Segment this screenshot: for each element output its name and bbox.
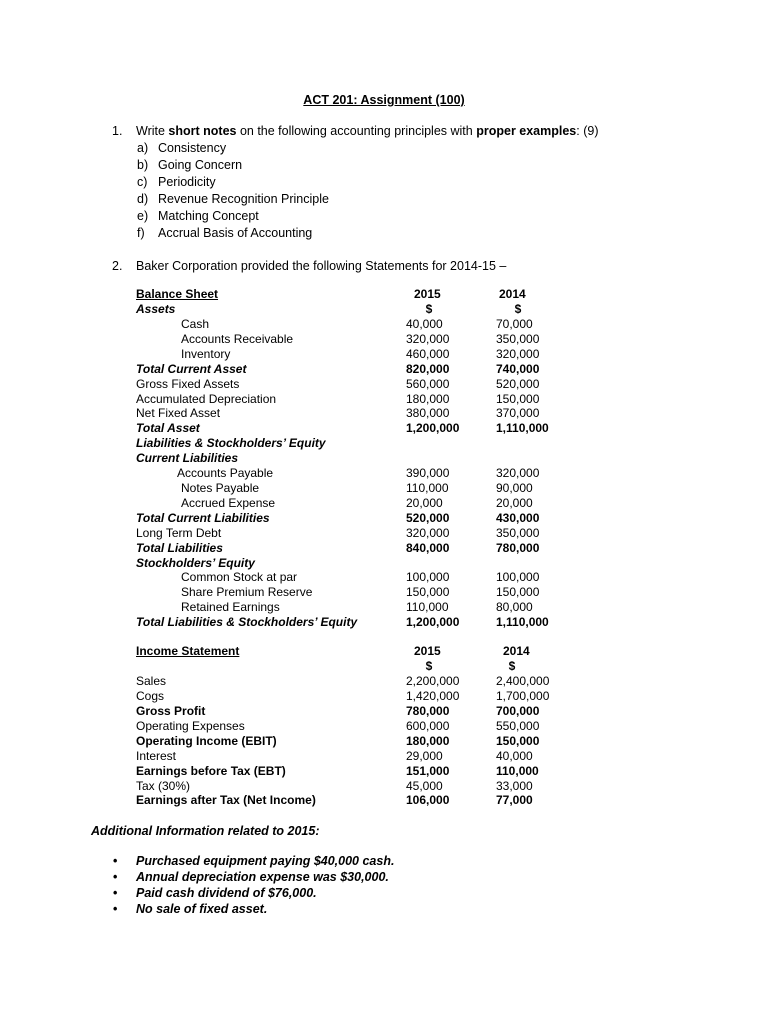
item-text: No sale of fixed asset. <box>136 902 268 916</box>
item-text: Purchased equipment paying $40,000 cash. <box>136 854 395 868</box>
list-item <box>137 226 312 240</box>
list-item <box>113 869 389 885</box>
row-label: Accounts Receivable <box>181 332 294 346</box>
row-label: Long Term Debt <box>136 526 222 540</box>
item-letter: a) <box>137 141 149 155</box>
value-2015: 320,000 <box>406 526 450 540</box>
balance-sheet-header <box>0 287 768 302</box>
value-2015: 110,000 <box>406 600 449 614</box>
table-row <box>0 674 768 689</box>
item-text: Periodicity <box>158 175 216 189</box>
table-row <box>0 377 768 392</box>
value-2015: $ <box>425 302 433 316</box>
value-2014: 430,000 <box>496 511 540 525</box>
item-letter: e) <box>137 209 149 223</box>
table-row <box>0 734 768 749</box>
row-label: Gross Fixed Assets <box>136 377 240 391</box>
value-2014: 150,000 <box>496 585 540 599</box>
bullet-icon: • <box>113 902 118 916</box>
table-row <box>0 704 768 719</box>
row-label: Total Liabilities & Stockholders’ Equity <box>136 615 358 629</box>
value-2014: 150,000 <box>496 734 540 748</box>
table-row <box>0 362 768 377</box>
list-item <box>137 209 259 223</box>
table-row <box>0 719 768 734</box>
value-2015: 40,000 <box>406 317 443 331</box>
table-row <box>0 689 768 704</box>
value-2014: 100,000 <box>496 570 540 584</box>
item-text: Consistency <box>158 141 227 155</box>
value-2015: 45,000 <box>406 779 443 793</box>
row-label: Operating Expenses <box>136 719 245 733</box>
question-text: Baker Corporation provided the following Statements for 2014-15 – <box>136 259 507 273</box>
table-row <box>0 511 768 526</box>
table-row <box>0 347 768 362</box>
list-item <box>137 141 226 155</box>
question-1 <box>112 124 599 138</box>
value-2015: 2,200,000 <box>406 674 460 688</box>
item-text: Annual depreciation expense was $30,000. <box>136 870 389 884</box>
table-row <box>0 556 768 571</box>
year-2015-header: 2015 <box>414 287 441 301</box>
income-statement-header <box>0 644 768 659</box>
list-item <box>113 885 317 901</box>
table-row <box>0 317 768 332</box>
value-2015: 180,000 <box>406 392 450 406</box>
table-row <box>0 421 768 436</box>
list-item <box>113 853 394 869</box>
table-row <box>0 615 768 630</box>
row-label: Total Current Liabilities <box>136 511 270 525</box>
value-2014: $ <box>514 302 522 316</box>
item-text: Going Concern <box>158 158 243 172</box>
item-text: Matching Concept <box>158 209 259 223</box>
value-2015: 820,000 <box>406 362 450 376</box>
value-2015: 150,000 <box>406 585 450 599</box>
table-row <box>0 466 768 481</box>
value-2015: 1,200,000 <box>406 615 460 629</box>
item-text: Paid cash dividend of $76,000. <box>136 886 317 900</box>
table-row <box>0 585 768 600</box>
value-2014: 700,000 <box>496 704 540 718</box>
value-2015: 29,000 <box>406 749 443 763</box>
row-label: Total Asset <box>136 421 200 435</box>
row-label: Total Current Asset <box>136 362 247 376</box>
table-row <box>0 779 768 794</box>
list-item <box>137 175 216 189</box>
table-row <box>0 600 768 615</box>
value-2014: 2,400,000 <box>496 674 550 688</box>
value-2015: 106,000 <box>406 793 450 807</box>
value-2015: 20,000 <box>406 496 443 510</box>
value-2014: 70,000 <box>496 317 533 331</box>
item-letter: b) <box>137 158 149 172</box>
table-row <box>0 793 768 808</box>
value-2015: 180,000 <box>406 734 450 748</box>
table-row <box>0 526 768 541</box>
value-2015: 1,200,000 <box>406 421 460 435</box>
row-label: Common Stock at par <box>181 570 298 584</box>
row-label: Assets <box>136 302 176 316</box>
question-text-mid: on the following accounting principles with <box>236 124 477 138</box>
value-2015: 100,000 <box>406 570 450 584</box>
row-label: Earnings after Tax (Net Income) <box>136 793 316 807</box>
value-2015: 780,000 <box>406 704 450 718</box>
row-label: Accounts Payable <box>177 466 274 480</box>
value-2014: 350,000 <box>496 526 540 540</box>
value-2014: 1,110,000 <box>496 615 549 629</box>
row-label: Earnings before Tax (EBT) <box>136 764 286 778</box>
table-row <box>0 570 768 585</box>
row-label: Inventory <box>181 347 231 361</box>
table-row <box>0 749 768 764</box>
value-2014: 1,700,000 <box>496 689 550 703</box>
row-label: Cogs <box>136 689 165 703</box>
value-2014: 80,000 <box>496 600 533 614</box>
row-label: Gross Profit <box>136 704 206 718</box>
value-2014: 33,000 <box>496 779 533 793</box>
value-2014: 150,000 <box>496 392 540 406</box>
value-2014: 20,000 <box>496 496 533 510</box>
value-2015: 460,000 <box>406 347 450 361</box>
bullet-icon: • <box>113 886 118 900</box>
item-letter: f) <box>137 226 145 240</box>
row-label: Stockholders’ Equity <box>136 556 255 570</box>
value-2015: 320,000 <box>406 332 450 346</box>
value-2014: 350,000 <box>496 332 540 346</box>
value-2014: 40,000 <box>496 749 533 763</box>
value-2015: $ <box>425 659 433 673</box>
value-2015: 840,000 <box>406 541 450 555</box>
value-2014: $ <box>508 659 516 673</box>
table-row <box>0 541 768 556</box>
table-row <box>0 302 768 317</box>
row-label: Share Premium Reserve <box>181 585 313 599</box>
value-2014: 740,000 <box>496 362 540 376</box>
question-text-bold: short notes <box>168 124 237 138</box>
value-2014: 1,110,000 <box>496 421 549 435</box>
row-label: Net Fixed Asset <box>136 406 221 420</box>
value-2014: 320,000 <box>496 347 540 361</box>
value-2014: 77,000 <box>496 793 533 807</box>
table-row <box>0 392 768 407</box>
value-2015: 110,000 <box>406 481 449 495</box>
table-row <box>0 764 768 779</box>
year-2015-header: 2015 <box>414 644 441 658</box>
item-letter: d) <box>137 192 149 206</box>
value-2014: 780,000 <box>496 541 540 555</box>
value-2015: 560,000 <box>406 377 450 391</box>
value-2014: 520,000 <box>496 377 540 391</box>
row-label: Cash <box>181 317 210 331</box>
bullet-icon: • <box>113 870 118 884</box>
question-number: 1. <box>112 124 123 138</box>
balance-sheet-heading: Balance Sheet <box>136 287 219 301</box>
row-label: Accrued Expense <box>181 496 276 510</box>
bullet-icon: • <box>113 854 118 868</box>
list-item <box>137 192 329 206</box>
question-number: 2. <box>112 259 123 273</box>
row-label: Total Liabilities <box>136 541 223 555</box>
value-2015: 520,000 <box>406 511 450 525</box>
question-text-post: : (9) <box>576 124 599 138</box>
row-label: Interest <box>136 749 177 763</box>
table-row <box>0 659 768 674</box>
value-2014: 550,000 <box>496 719 540 733</box>
question-text-bold: proper examples <box>476 124 577 138</box>
row-label: Accumulated Depreciation <box>136 392 277 406</box>
row-label: Notes Payable <box>181 481 260 495</box>
value-2015: 1,420,000 <box>406 689 460 703</box>
value-2015: 600,000 <box>406 719 450 733</box>
table-row <box>0 481 768 496</box>
table-row <box>0 436 768 451</box>
additional-info-heading: Additional Information related to 2015: <box>91 824 320 838</box>
year-2014-header: 2014 <box>503 644 530 658</box>
value-2014: 370,000 <box>496 406 540 420</box>
value-2015: 380,000 <box>406 406 450 420</box>
table-row <box>0 496 768 511</box>
row-label: Current Liabilities <box>136 451 239 465</box>
row-label: Liabilities & Stockholders’ Equity <box>136 436 326 450</box>
row-label: Retained Earnings <box>181 600 280 614</box>
table-row <box>0 406 768 421</box>
table-row <box>0 451 768 466</box>
value-2014: 90,000 <box>496 481 533 495</box>
value-2014: 320,000 <box>496 466 540 480</box>
list-item <box>137 158 242 172</box>
row-label: Sales <box>136 674 167 688</box>
item-letter: c) <box>137 175 148 189</box>
item-text: Accrual Basis of Accounting <box>158 226 313 240</box>
page-title: ACT 201: Assignment (100) <box>303 93 465 107</box>
item-text: Revenue Recognition Principle <box>158 192 329 206</box>
income-statement-heading: Income Statement <box>136 644 240 658</box>
year-2014-header: 2014 <box>499 287 526 301</box>
row-label: Tax (30%) <box>136 779 191 793</box>
value-2015: 151,000 <box>406 764 450 778</box>
table-row <box>0 332 768 347</box>
list-item <box>113 901 267 917</box>
question-2 <box>112 259 506 273</box>
row-label: Operating Income (EBIT) <box>136 734 277 748</box>
value-2015: 390,000 <box>406 466 450 480</box>
value-2014: 110,000 <box>496 764 539 778</box>
question-text-pre: Write <box>136 124 169 138</box>
